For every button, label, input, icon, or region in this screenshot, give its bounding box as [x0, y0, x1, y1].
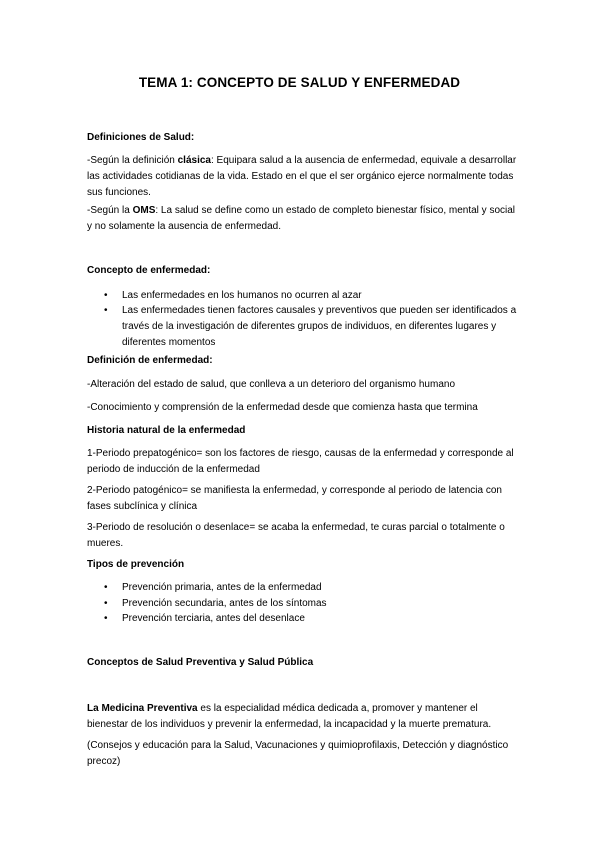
- section-heading-concepto-enfermedad: Concepto de enfermedad:: [87, 265, 211, 276]
- paragraph-nota: (Consejos y educación para la Salud, Vacunaciones y quimioprofilaxis, Detección y diagnóstico precoz): [87, 740, 509, 767]
- bullet-icon: •: [104, 582, 108, 593]
- paragraph-periodo-1: 1-Periodo prepatogénico= son los factores de riesgo, causas de la enfermedad y corresponde al periodo de inducción de la enfermedad: [87, 448, 514, 475]
- bullet-icon: •: [104, 290, 108, 301]
- clasica-text: : Equipara salud a la ausencia de enfermedad, equivale a desarrollar las actividades cotidianas de la vida. Estado en el que el ser orgánico ejerce normalmente todas sus funciones.: [87, 155, 517, 198]
- bullet-icon: •: [104, 305, 108, 316]
- paragraph-definicion-1: -Alteración del estado de salud, que conlleva a un deterioro del organismo humano: [87, 379, 456, 390]
- medicina-preventiva-text: es la especialidad médica dedicada a, promover y mantener el bienestar de los individuos y prevenir la enfermedad, la incapacidad y la muerte prematura.: [87, 703, 492, 730]
- list-item: Las enfermedades tienen factores causales y preventivos que pueden ser identificados a través de la investigación de diferentes grupos de individuos, en diferentes lugares y diferentes momentos: [122, 305, 517, 348]
- bullet-icon: •: [104, 598, 108, 609]
- oms-bold: OMS: [132, 205, 156, 216]
- section-heading-historia-natural: Historia natural de la enfermedad: [87, 425, 246, 436]
- section-heading-tipos-prevencion: Tipos de prevención: [87, 559, 185, 570]
- section-heading-definicion-enfermedad: Definición de enfermedad:: [87, 355, 213, 366]
- paragraph-definicion-clasica: [87, 153, 519, 201]
- paragraph-definicion-2: -Conocimiento y comprensión de la enfermedad desde que comienza hasta que termina: [87, 402, 478, 413]
- oms-text: : La salud se define como un estado de completo bienestar físico, mental y social y no solamente la ausencia de enfermedad.: [87, 205, 516, 232]
- list-item: Las enfermedades en los humanos no ocurren al azar: [122, 290, 362, 301]
- section-heading-definiciones-salud: Definiciones de Salud:: [87, 132, 195, 143]
- list-item: Prevención primaria, antes de la enfermedad: [122, 582, 322, 593]
- paragraph-periodo-3: 3-Periodo de resolución o desenlace= se acaba la enfermedad, te curas parcial o totalmente o mueres.: [87, 522, 505, 549]
- bullet-icon: •: [104, 613, 108, 624]
- section-heading-conceptos-salud: Conceptos de Salud Preventiva y Salud Pública: [87, 657, 314, 668]
- paragraph-definicion-oms: [87, 203, 519, 235]
- paragraph-medicina-preventiva: [87, 701, 519, 733]
- medicina-preventiva-bold: La Medicina Preventiva: [87, 703, 198, 714]
- list-item: Prevención secundaria, antes de los síntomas: [122, 598, 327, 609]
- paragraph-periodo-2: 2-Periodo patogénico= se manifiesta la enfermedad, y corresponde al periodo de latencia con fases subclínica y clínica: [87, 485, 502, 512]
- page-title: TEMA 1: CONCEPTO DE SALUD Y ENFERMEDAD: [138, 75, 461, 90]
- oms-prefix: -Según la: [87, 205, 133, 216]
- clasica-bold: clásica: [177, 155, 211, 166]
- clasica-prefix: -Según la definición: [87, 155, 178, 166]
- list-item: Prevención terciaria, antes del desenlace: [122, 613, 305, 624]
